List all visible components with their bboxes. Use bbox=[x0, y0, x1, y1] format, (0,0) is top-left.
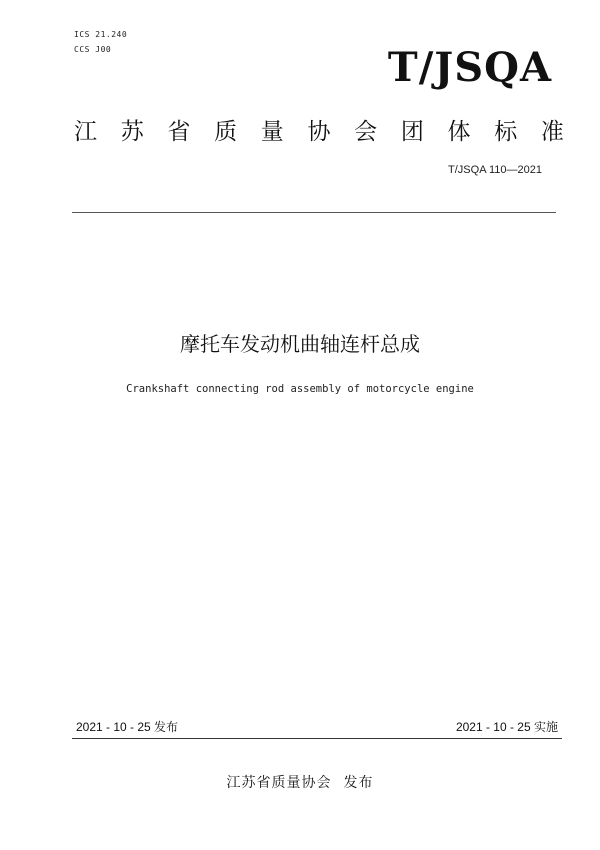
standard-number: T/JSQA 110—2021 bbox=[448, 164, 542, 176]
publisher-name: 江苏省质量协会 bbox=[226, 775, 332, 791]
title-chinese: 摩托车发动机曲轴连杆总成 bbox=[180, 332, 420, 356]
implementation-date: 2021 - 10 - 25 实施 bbox=[455, 720, 558, 734]
standard-type-char: 团 bbox=[400, 119, 424, 145]
issue-date: 2021 - 10 - 25 发布 bbox=[76, 720, 179, 734]
publish-verb: 发布 bbox=[343, 775, 374, 791]
standard-type-char: 协 bbox=[307, 119, 331, 145]
publisher-line bbox=[0, 772, 600, 792]
standard-type-char: 量 bbox=[260, 119, 284, 145]
standard-type-char: 省 bbox=[167, 119, 191, 145]
header-divider bbox=[72, 212, 556, 213]
ics-code: ICS 21.240 bbox=[74, 30, 128, 39]
standard-type-char: 江 bbox=[74, 119, 97, 145]
standard-code-mark: T/JSQA bbox=[387, 44, 552, 91]
ccs-code: CCS J00 bbox=[74, 45, 112, 54]
title-english: Crankshaft connecting rod assembly of motorcycle engine bbox=[126, 383, 474, 395]
footer-divider bbox=[72, 738, 562, 739]
standard-type-heading bbox=[74, 113, 564, 146]
standard-type-char: 质 bbox=[214, 119, 238, 145]
standard-type-char: 苏 bbox=[120, 119, 144, 145]
standard-type-char: 体 bbox=[447, 119, 471, 145]
standard-type-char: 准 bbox=[540, 119, 564, 145]
standard-type-char: 会 bbox=[354, 119, 378, 145]
standard-type-char: 标 bbox=[494, 119, 518, 145]
